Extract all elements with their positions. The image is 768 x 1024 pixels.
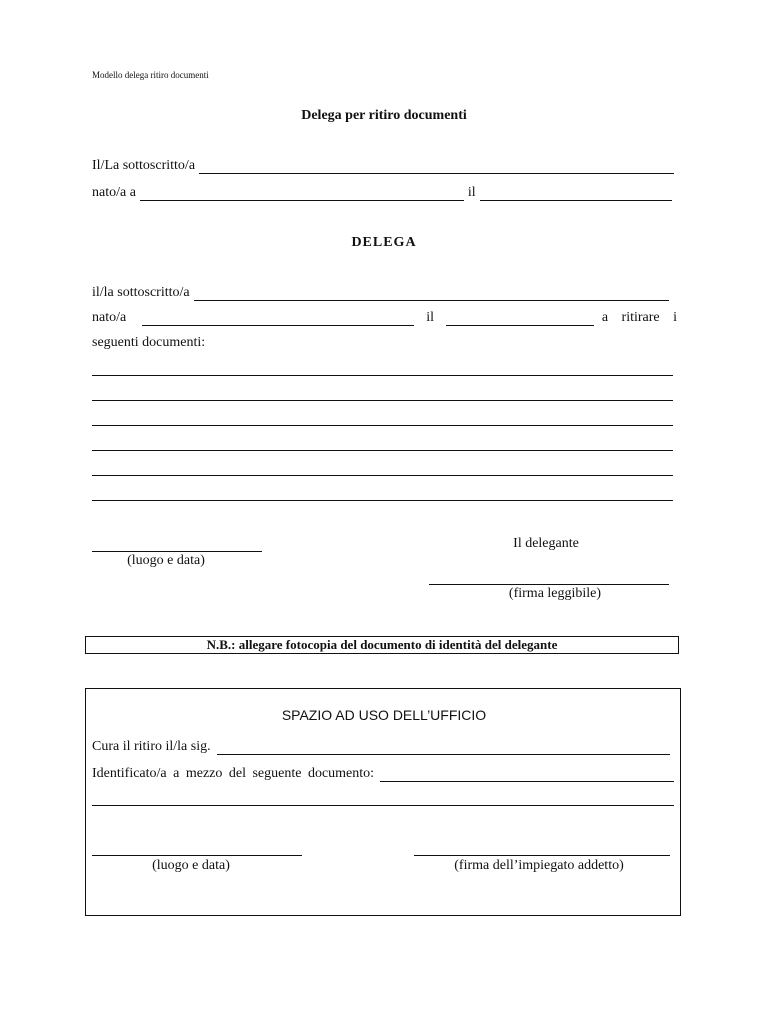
delegante-label: Il delegante [513, 536, 579, 551]
sottoscritto-field[interactable] [199, 159, 674, 174]
delegato-sottoscritto-label: il/la sottoscritto/a [92, 285, 190, 300]
documenti-line[interactable] [92, 375, 673, 376]
office-luogo-data-line[interactable] [92, 855, 302, 856]
identificato-field[interactable] [380, 767, 674, 782]
document-small-title: Modello delega ritiro documenti [92, 70, 209, 80]
delegato-nato-label: nato/a [92, 310, 127, 325]
seguenti-documenti-label: seguenti documenti: [92, 335, 206, 350]
documenti-line[interactable] [92, 400, 673, 401]
note-box: N.B.: allegare fotocopia del documento di identità del delegante [85, 636, 679, 654]
delegato-il-label: il [426, 310, 434, 325]
office-luogo-data-caption: (luogo e data) [152, 858, 230, 873]
office-box [85, 688, 681, 916]
identificato-label: Identificato/a a mezzo del seguente documento: [92, 766, 375, 781]
luogo-nascita-field[interactable] [140, 186, 464, 201]
delega-heading: DELEGA [351, 235, 417, 250]
document-title: Delega per ritiro documenti [301, 108, 467, 123]
office-title: SPAZIO AD USO DELL’UFFICIO [281, 707, 487, 723]
firma-impiegato-line[interactable] [414, 855, 670, 856]
cura-ritiro-label: Cura il ritiro il/la sig. [92, 739, 211, 754]
luogo-data-line[interactable] [92, 551, 262, 552]
sottoscritto-label: Il/La sottoscritto/a [92, 158, 196, 173]
documenti-line[interactable] [92, 450, 673, 451]
cura-ritiro-field[interactable] [217, 740, 670, 755]
row-delegato-nato [92, 310, 677, 326]
firma-line[interactable] [429, 584, 669, 585]
row-sottoscritto [92, 158, 674, 174]
nato-label: nato/a a [92, 185, 136, 200]
row-cura-ritiro [92, 739, 670, 755]
row-identificato [92, 766, 674, 782]
data-nascita-field[interactable] [480, 186, 672, 201]
delegato-nome-field[interactable] [194, 286, 669, 301]
luogo-data-caption: (luogo e data) [127, 553, 205, 568]
firma-caption: (firma leggibile) [508, 586, 602, 601]
ritirare-label: a ritirare i [601, 310, 677, 325]
row-nato [92, 185, 672, 201]
documenti-line[interactable] [92, 425, 673, 426]
row-delegato-sottoscritto [92, 285, 669, 301]
documenti-line[interactable] [92, 475, 673, 476]
delegato-data-field[interactable] [446, 311, 594, 326]
documenti-line[interactable] [92, 500, 673, 501]
il-label: il [467, 185, 476, 200]
firma-impiegato-caption: (firma dell’impiegato addetto) [454, 858, 624, 873]
identificato-continuation-line[interactable] [92, 805, 674, 806]
delegato-luogo-field[interactable] [142, 311, 414, 326]
